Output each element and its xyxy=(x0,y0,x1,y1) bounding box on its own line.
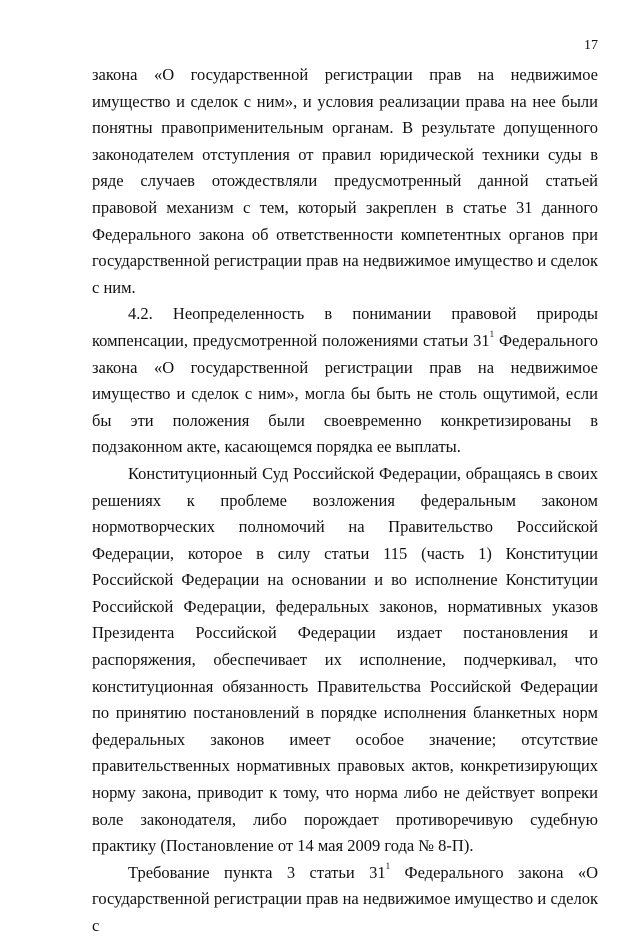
paragraph-continuation: закона «О государственной регистрации прав на недвижимое имущество и сделок с ним», и условия реализации права на нее были понятны правоприменительным органам. В результате допущенного законодателем отступления от правил юридической техники суды в ряде случаев отождествляли предусмотренный данной статьей правовой механизм с тем, который закреплен в статье 31 данного Федерального закона об ответственности компетентных органов при государственной регистрации прав на недвижимое имущество и сделок с ним. xyxy=(92,65,598,297)
superscript: 1 xyxy=(489,329,495,340)
paragraph-text: Федерального закона «О государственной регистрации прав на недвижимое имущество и сделок с ним», могла бы быть не столь ощутимой, если бы эти положения были своевременно конкретизированы в подзаконном акте, касающемся порядка ее выплаты. xyxy=(92,330,598,457)
paragraph-constitutional-court: Конституционный Суд Российской Федерации, обращаясь в своих решениях к проблеме возложения федеральным законом нормотворческих полномочий на Правительство Российской Федерации, которое в силу статьи 115 (часть 1) Конституции Российской Федерации на основании и во исполнение Конституции Российской Федерации, федеральных законов, нормативных указов Президента Российской Федерации издает постановления и распоряжения, обеспечивает их исполнение, подчеркивал, что конституционная обязанность Правительства Российской Федерации по принятию постановлений в порядке исполнения бланкетных норм федеральных законов имеет особое значение; отсутствие правительственных нормативных правовых актов, конкретизирующих норму закона, приводит к тому, что норма либо не действует вопреки воле законодателя, либо порождает противоречивую судебную практику (Постановление от 14 мая 2009 года № 8-П). xyxy=(92,463,598,856)
paragraph-text: Требование пункта 3 статьи 31 xyxy=(128,862,386,882)
paragraph-text: 4.2. Неопределенность в понимании правовой природы компенсации, предусмотренной положениями статьи 31 xyxy=(92,304,598,350)
page-number: 17 xyxy=(584,38,598,53)
paragraph-text: Федерального закона «О государственной регистрации прав на недвижимое имущество и сделок с xyxy=(92,862,598,935)
superscript: 1 xyxy=(385,861,391,872)
paragraph-4-2 xyxy=(92,301,598,461)
paragraph-requirement xyxy=(92,860,598,940)
document-body xyxy=(92,62,598,940)
